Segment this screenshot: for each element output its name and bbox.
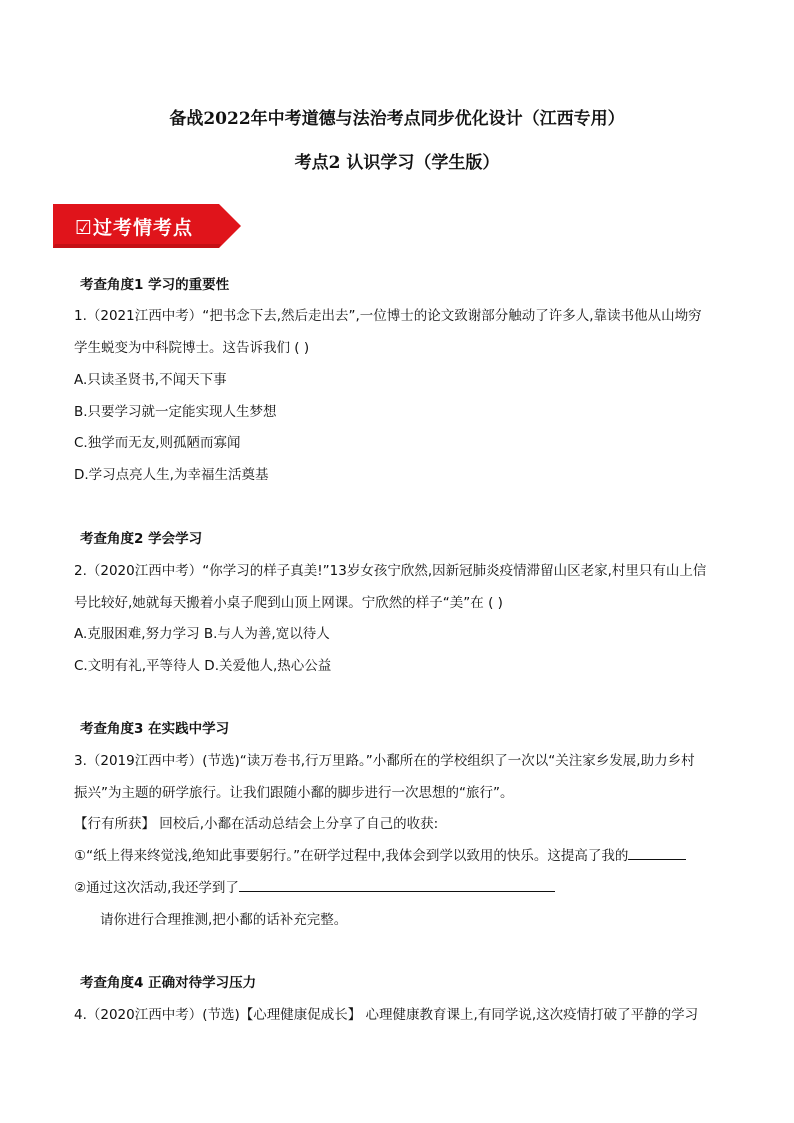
section-heading-3: 考查角度3 在实践中学习 xyxy=(80,721,230,737)
option-1-c: C.独学而无友,则孤陋而寡闻 xyxy=(74,435,241,451)
section-heading-4: 考查角度4 正确对待学习压力 xyxy=(80,975,257,991)
option-1-b: B.只要学习就一定能实现人生梦想 xyxy=(74,404,277,420)
question-4-line-1: 4.（2020江西中考）(节选)【心理健康促成长】 心理健康教育课上,有同学说,这次疫情打破了平静的学习 xyxy=(74,1007,699,1023)
question-2-line-1: 2.（2020江西中考）“你学习的样子真美!”13岁女孩宁欣然,因新冠肺炎疫情滞留山区老家,村里只有山上信 xyxy=(74,563,707,579)
question-3-line-5 xyxy=(74,876,555,896)
option-2-cd: C.文明有礼,平等待人 D.关爱他人,热心公益 xyxy=(74,658,332,674)
question-3-line-4-text: ①“纸上得来终觉浅,绝知此事要躬行。”在研学过程中,我体会到学以致用的快乐。这提高了我的 xyxy=(74,848,629,864)
question-3-line-6: 请你进行合理推测,把小鄱的话补充完整。 xyxy=(100,912,348,928)
section-heading-1: 考查角度1 学习的重要性 xyxy=(80,277,230,293)
option-2-ab: A.克服困难,努力学习 B.与人为善,宽以待人 xyxy=(74,626,330,642)
document-title: 备战2022年中考道德与法治考点同步优化设计（江西专用） xyxy=(169,109,625,129)
question-1-line-2: 学生蜕变为中科院博士。这告诉我们 ( ) xyxy=(74,340,310,356)
section-heading-2: 考查角度2 学会学习 xyxy=(80,531,203,547)
answer-blank-1[interactable] xyxy=(628,846,686,860)
banner-label: ☑过考情考点 xyxy=(75,217,194,239)
question-2-line-2: 号比较好,她就每天搬着小桌子爬到山顶上网课。宁欣然的样子“美”在 ( ) xyxy=(74,595,503,611)
option-1-d: D.学习点亮人生,为幸福生活奠基 xyxy=(74,467,269,483)
question-3-line-4 xyxy=(74,844,686,864)
answer-blank-2[interactable] xyxy=(239,878,555,892)
option-1-a: A.只读圣贤书,不闻天下事 xyxy=(74,372,227,388)
question-3-line-3: 【行有所获】 回校后,小鄱在活动总结会上分享了自己的收获: xyxy=(74,816,439,832)
section-banner xyxy=(53,204,241,248)
question-3-line-1: 3.（2019江西中考）(节选)“读万卷书,行万里路。”小鄱所在的学校组织了一次以“关注家乡发展,助力乡村 xyxy=(74,753,695,769)
question-1-line-1: 1.（2021江西中考）“把书念下去,然后走出去”,一位博士的论文致谢部分触动了许多人,靠读书他从山坳穷 xyxy=(74,308,702,324)
document-subtitle: 考点2 认识学习（学生版） xyxy=(294,153,500,173)
question-3-line-2: 振兴”为主题的研学旅行。让我们跟随小鄱的脚步进行一次思想的“旅行”。 xyxy=(74,785,514,801)
question-3-line-5-text: ②通过这次活动,我还学到了 xyxy=(74,880,239,896)
